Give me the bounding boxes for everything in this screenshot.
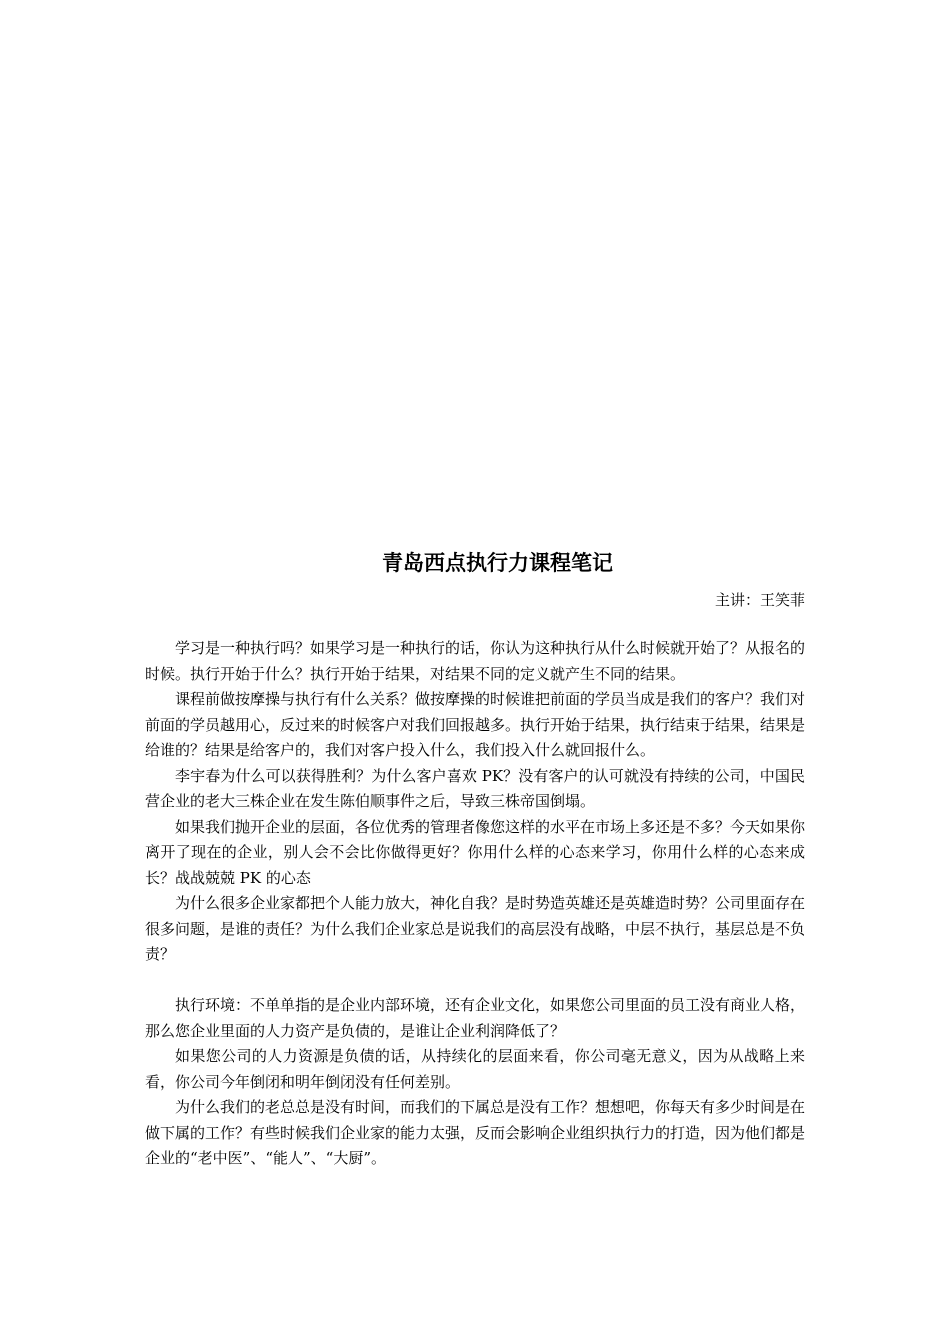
paragraph: 课程前做按摩操与执行有什么关系？做按摩操的时候谁把前面的学员当成是我们的客户？我们对前面的学员越用心，反过来的时候客户对我们回报越多。执行开始于结果，执行结束于结果，结果是给谁的？结果是给客户的，我们对客户投入什么，我们投入什么就回报什么。 [145, 690, 806, 759]
paragraph: 执行环境：不单单指的是企业内部环境，还有企业文化，如果您公司里面的员工没有商业人格，那么您企业里面的人力资产是负债的，是谁让企业利润降低了？ [145, 996, 806, 1040]
paragraph: 如果我们抛开企业的层面，各位优秀的管理者像您这样的水平在市场上多还是不多？今天如果你离开了现在的企业，别人会不会比你做得更好？你用什么样的心态来学习，你用什么样的心态来成长？战战兢兢 PK 的心态 [145, 817, 806, 887]
paragraph-spacer [145, 968, 805, 994]
paragraph: 为什么我们的老总总是没有时间，而我们的下属总是没有工作？想想吧，你每天有多少时间是在做下属的工作？有些时候我们企业家的能力太强，反而会影响企业组织执行力的打造，因为他们都是企业的“老中医”、“能人”、“大厨”。 [145, 1098, 806, 1167]
paragraph: 李宇春为什么可以获得胜利？为什么客户喜欢 PK？没有客户的认可就没有持续的公司，中国民营企业的老大三株企业在发生陈伯顺事件之后，导致三株帝国倒塌。 [145, 766, 805, 810]
author-line: 主讲：王笑菲 [714, 591, 805, 609]
document-title: 青岛西点执行力课程笔记 [382, 551, 613, 575]
paragraph: 学习是一种执行吗？如果学习是一种执行的话，你认为这种执行从什么时候就开始了？从报名的时候。执行开始于什么？执行开始于结果，对结果不同的定义就产生不同的结果。 [145, 639, 806, 683]
paragraph: 如果您公司的人力资源是负债的话，从持续化的层面来看，你公司毫无意义，因为从战略上来看，你公司今年倒闭和明年倒闭没有任何差别。 [145, 1047, 805, 1091]
document-body [145, 636, 805, 1172]
paragraph: 为什么很多企业家都把个人能力放大，神化自我？是时势造英雄还是英雄造时势？公司里面存在很多问题，是谁的责任？为什么我们企业家总是说我们的高层没有战略，中层不执行，基层总是不负责？ [145, 894, 806, 963]
